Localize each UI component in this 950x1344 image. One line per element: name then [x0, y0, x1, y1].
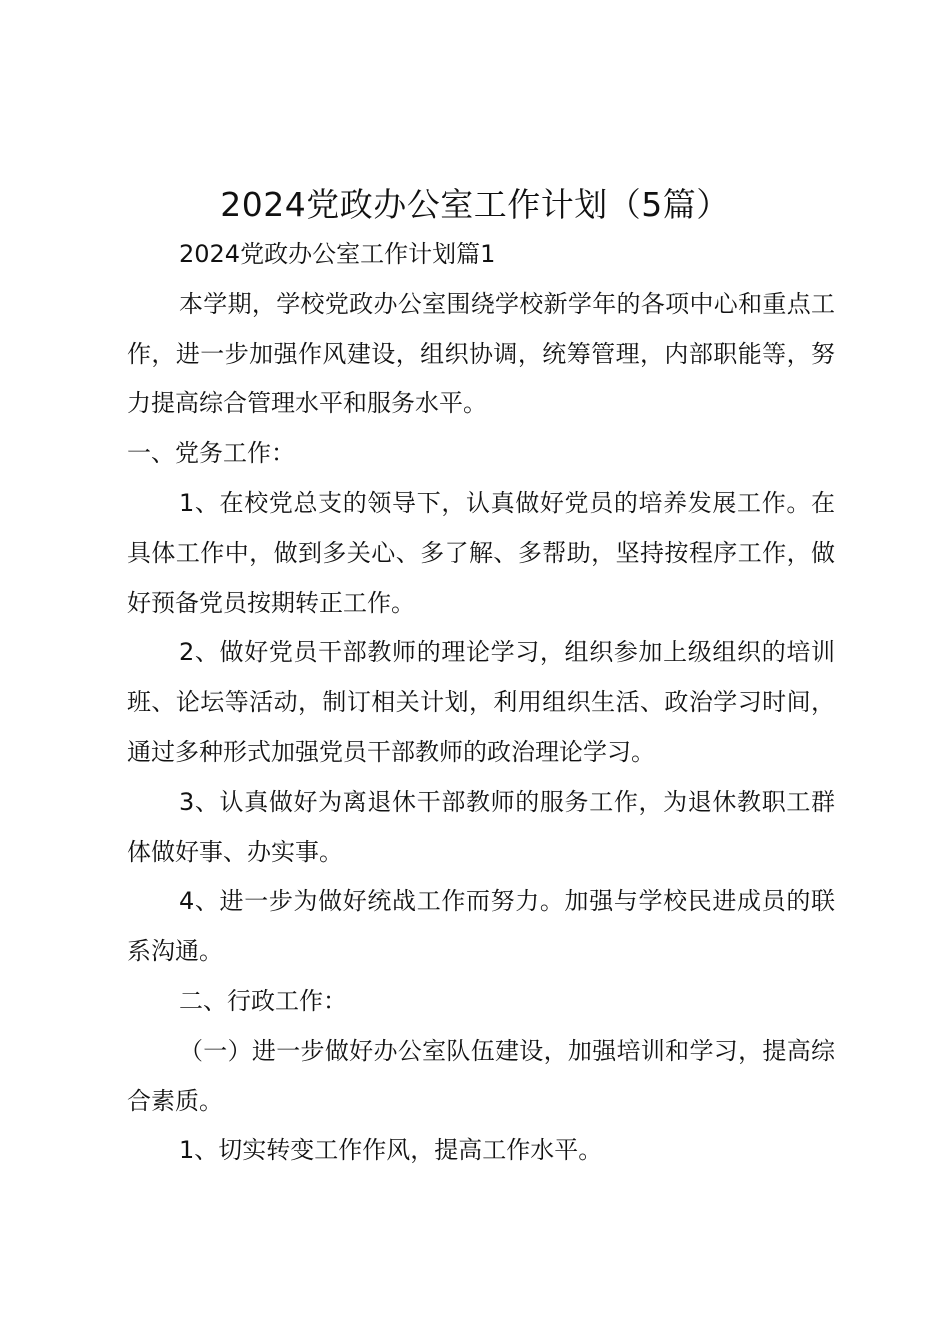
document-body — [127, 230, 835, 1176]
heading-party-affairs: 一、党务工作： — [127, 439, 295, 468]
admin-item-1: 1、切实转变工作作风，提高工作水平。 — [179, 1136, 603, 1165]
party-item-3: 3、认真做好为离退休干部教师的服务工作，为退休教职工群体做好事、办实事。 — [127, 787, 835, 866]
intro-paragraph: 本学期，学校党政办公室围绕学校新学年的各项中心和重点工作，进一步加强作风建设，组织协调，统筹管理，内部职能等，努力提高综合管理水平和服务水平。 — [127, 289, 835, 418]
section-subtitle: 2024党政办公室工作计划篇1 — [179, 240, 496, 268]
party-item-2: 2、做好党员干部教师的理论学习，组织参加上级组织的培训班、论坛等活动，制订相关计划，利用组织生活、政治学习时间，通过多种形式加强党员干部教师的政治理论学习。 — [127, 638, 835, 766]
heading-administration: 二、行政工作： — [179, 986, 347, 1015]
document-title: 2024党政办公室工作计划（5篇） — [220, 185, 730, 224]
party-item-4: 4、进一步为做好统战工作而努力。加强与学校民进成员的联系沟通。 — [127, 887, 835, 966]
admin-subheading-1: （一）进一步做好办公室队伍建设，加强培训和学习，提高综合素质。 — [127, 1036, 835, 1115]
party-item-1: 1、在校党总支的领导下，认真做好党员的培养发展工作。在具体工作中，做到多关心、多了解、多帮助，坚持按程序工作，做好预备党员按期转正工作。 — [127, 488, 835, 617]
